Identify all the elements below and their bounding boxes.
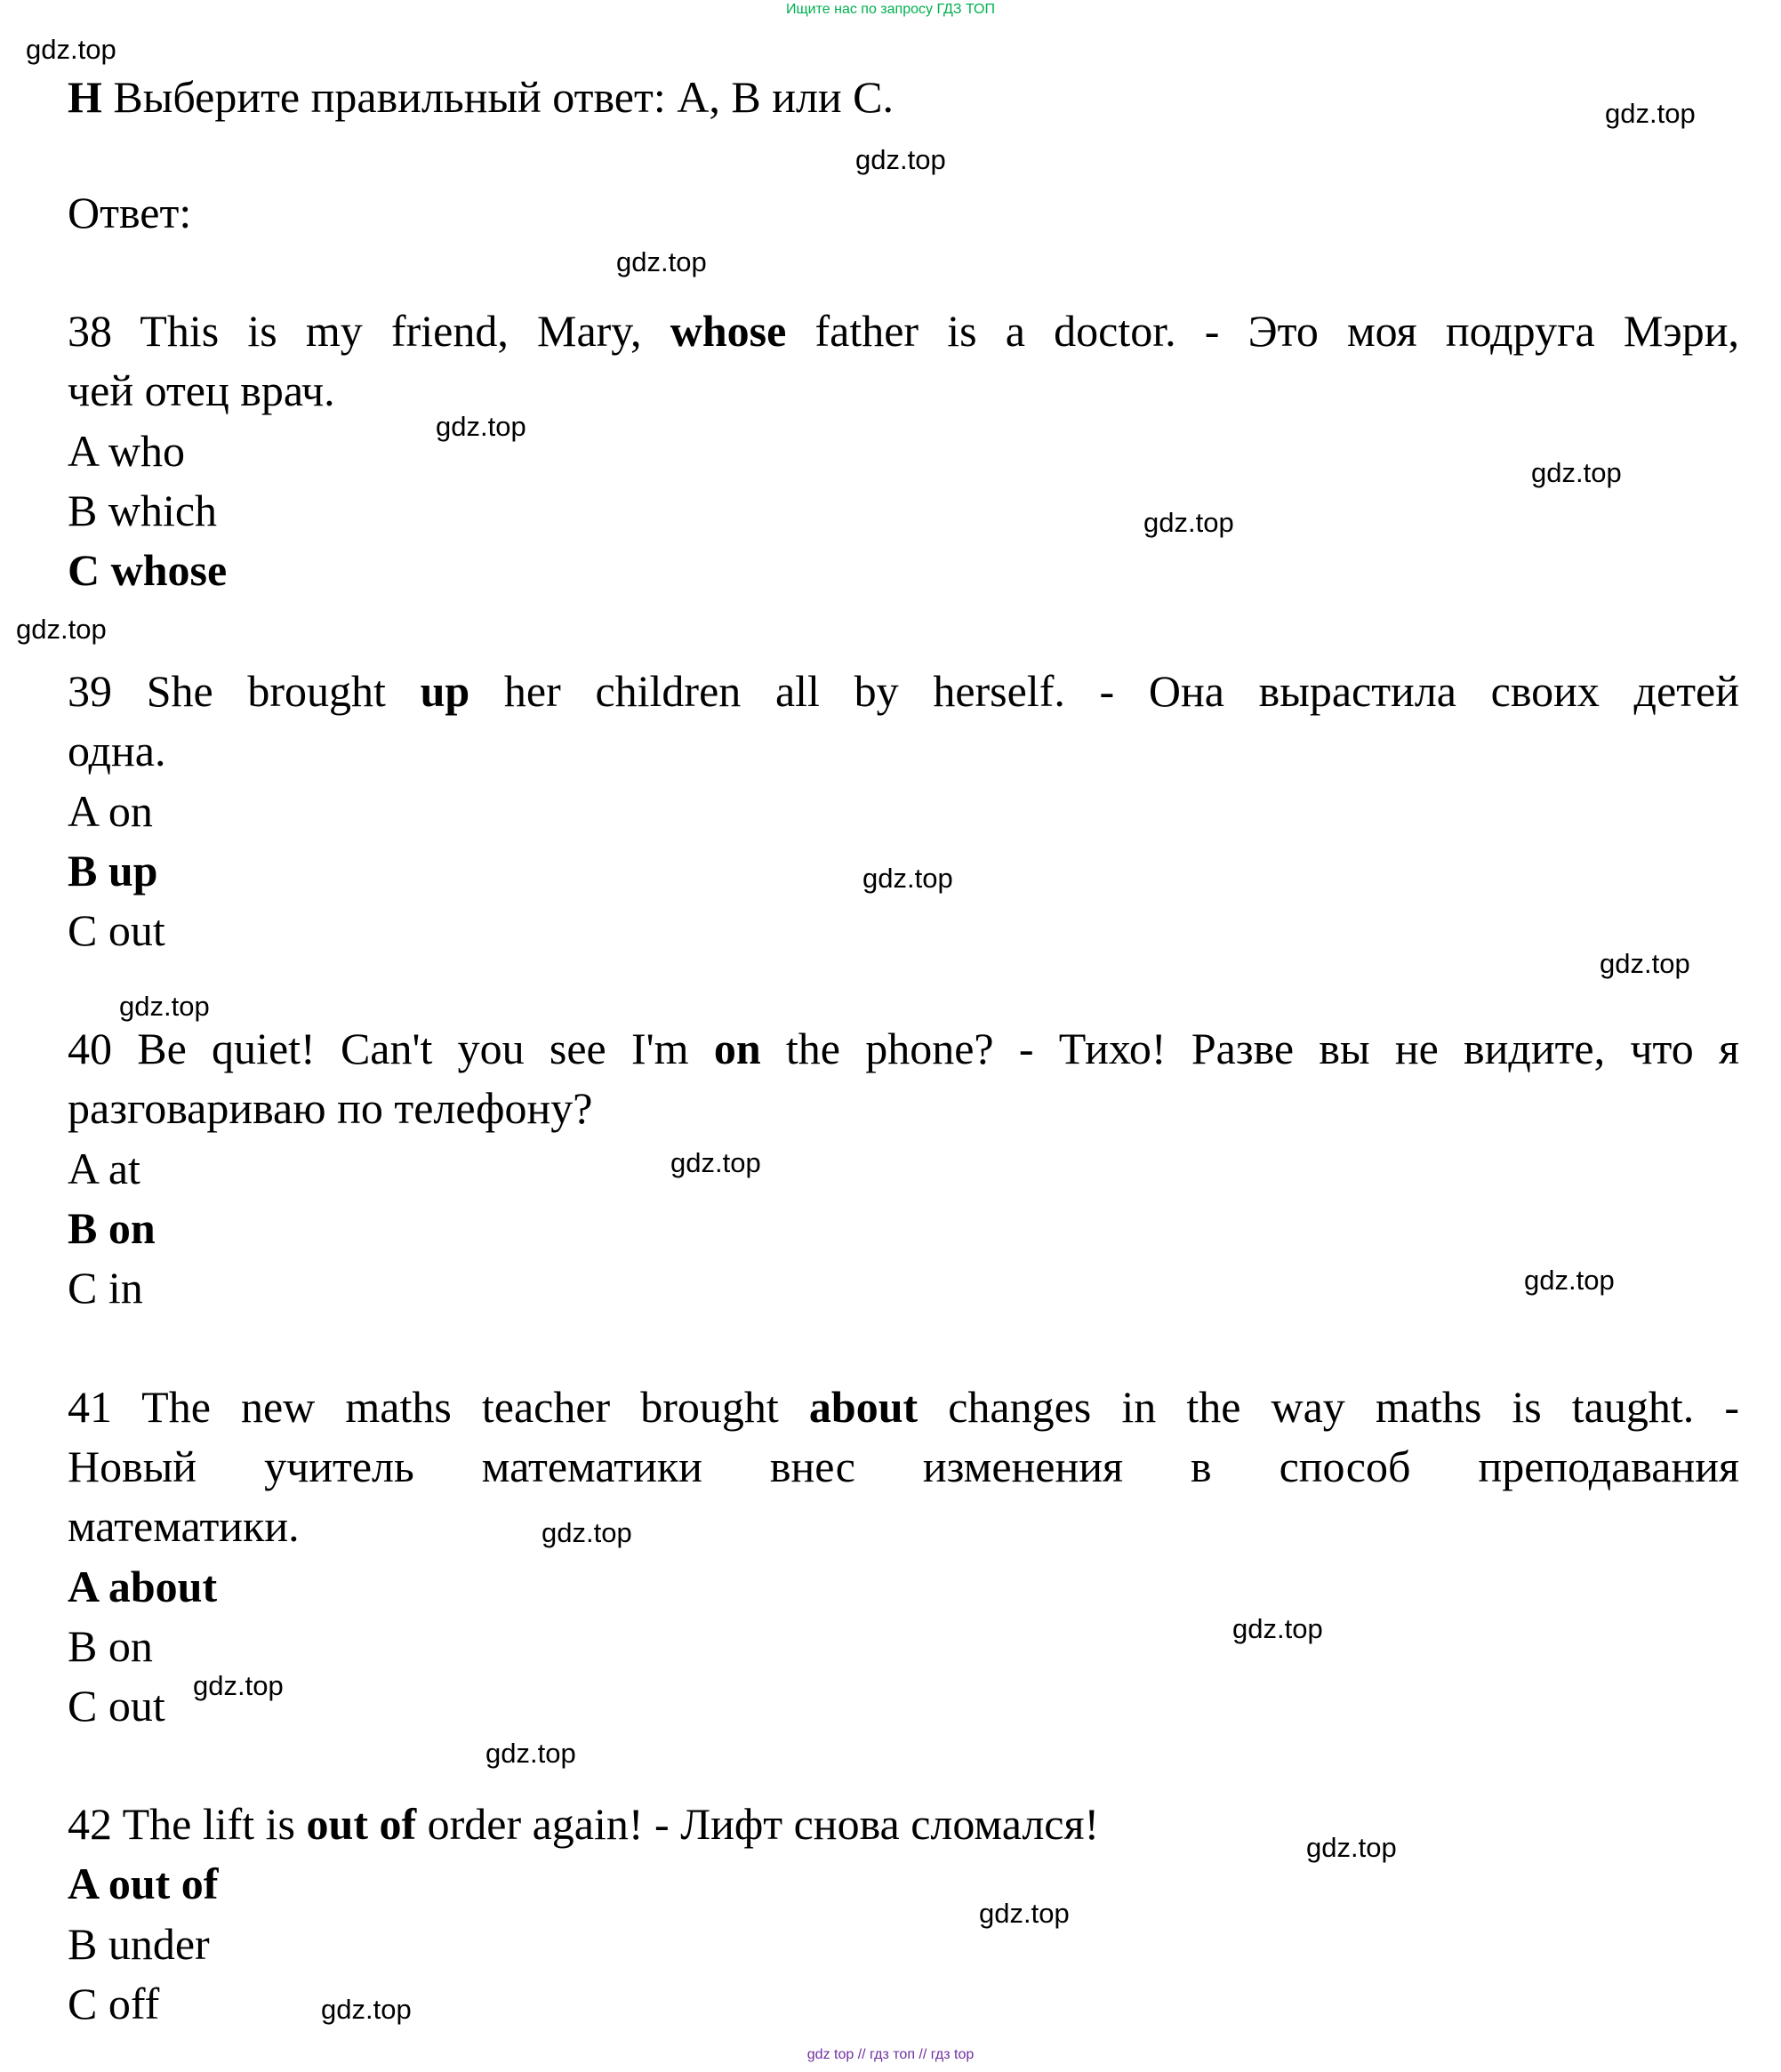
- question-41-line3: математики.: [68, 1501, 300, 1551]
- option: B under: [68, 1919, 210, 1969]
- answer-highlight: on: [713, 1024, 761, 1073]
- watermark: gdz.top: [670, 1147, 761, 1178]
- watermark: gdz.top: [1600, 948, 1690, 979]
- watermark: gdz.top: [1306, 1832, 1397, 1863]
- question-39: 39 She brought up her children all by herself. - Она вырастила своих детей: [68, 666, 1739, 716]
- bottom-banner: gdz top // гдз топ // гдз top: [806, 2047, 975, 2062]
- answer-highlight: out of: [306, 1799, 417, 1849]
- option-correct: B up: [68, 846, 158, 895]
- watermark: gdz.top: [855, 144, 946, 175]
- option: A on: [68, 786, 153, 836]
- question-40-line2: разговариваю по телефону?: [68, 1083, 593, 1133]
- answer-label: Ответ:: [68, 188, 192, 237]
- watermark: gdz.top: [26, 34, 116, 65]
- answer-highlight: about: [808, 1382, 919, 1432]
- watermark: gdz.top: [616, 246, 707, 277]
- option-correct: A about: [68, 1562, 218, 1611]
- option-correct: C whose: [68, 545, 228, 595]
- option: C out: [68, 905, 165, 955]
- option-correct: A out of: [68, 1859, 219, 1908]
- task-header: [68, 72, 895, 122]
- watermark: gdz.top: [542, 1517, 632, 1548]
- answer-highlight: up: [420, 666, 470, 716]
- option-correct: B on: [68, 1203, 156, 1253]
- watermark: gdz.top: [436, 411, 526, 442]
- top-banner: Ищите нас по запросу ГДЗ ТОП: [786, 2, 995, 17]
- task-instruction: Выберите правильный ответ: A, B или C.: [101, 72, 895, 122]
- watermark: gdz.top: [1143, 507, 1234, 538]
- option: C in: [68, 1263, 143, 1313]
- option: B on: [68, 1621, 153, 1671]
- question-40: 40 Be quiet! Can't you see I'm on the phone? - Тихо! Разве вы не видите, что я: [68, 1024, 1739, 1073]
- option: C off: [68, 1979, 160, 2028]
- watermark: gdz.top: [1531, 457, 1622, 488]
- watermark: gdz.top: [16, 614, 107, 645]
- watermark: gdz.top: [1605, 98, 1696, 129]
- watermark: gdz.top: [1232, 1613, 1323, 1644]
- question-41-line2: Новый учитель математики внес изменения в способ преподавания: [68, 1442, 1739, 1491]
- question-38-line2: чей отец врач.: [68, 365, 335, 415]
- option: A at: [68, 1144, 140, 1193]
- watermark: gdz.top: [119, 991, 210, 1022]
- option: B which: [68, 486, 218, 535]
- option: A who: [68, 426, 185, 476]
- watermark: gdz.top: [862, 863, 953, 894]
- question-38: 38 This is my friend, Mary, whose father is a doctor. - Это моя подруга Мэри,: [68, 306, 1740, 356]
- watermark: gdz.top: [193, 1670, 284, 1701]
- question-39-line2: одна.: [68, 726, 166, 775]
- task-letter: Н: [68, 72, 102, 122]
- option: C out: [68, 1681, 165, 1731]
- watermark: gdz.top: [485, 1738, 576, 1769]
- answer-highlight: whose: [670, 306, 787, 356]
- watermark: gdz.top: [321, 1994, 412, 2025]
- watermark: gdz.top: [979, 1898, 1070, 1929]
- question-42: 42 The lift is out of order again! - Лифт снова сломался!: [68, 1799, 1100, 1849]
- question-41: 41 The new maths teacher brought about changes in the way maths is taught. -: [68, 1382, 1739, 1432]
- watermark: gdz.top: [1524, 1265, 1615, 1296]
